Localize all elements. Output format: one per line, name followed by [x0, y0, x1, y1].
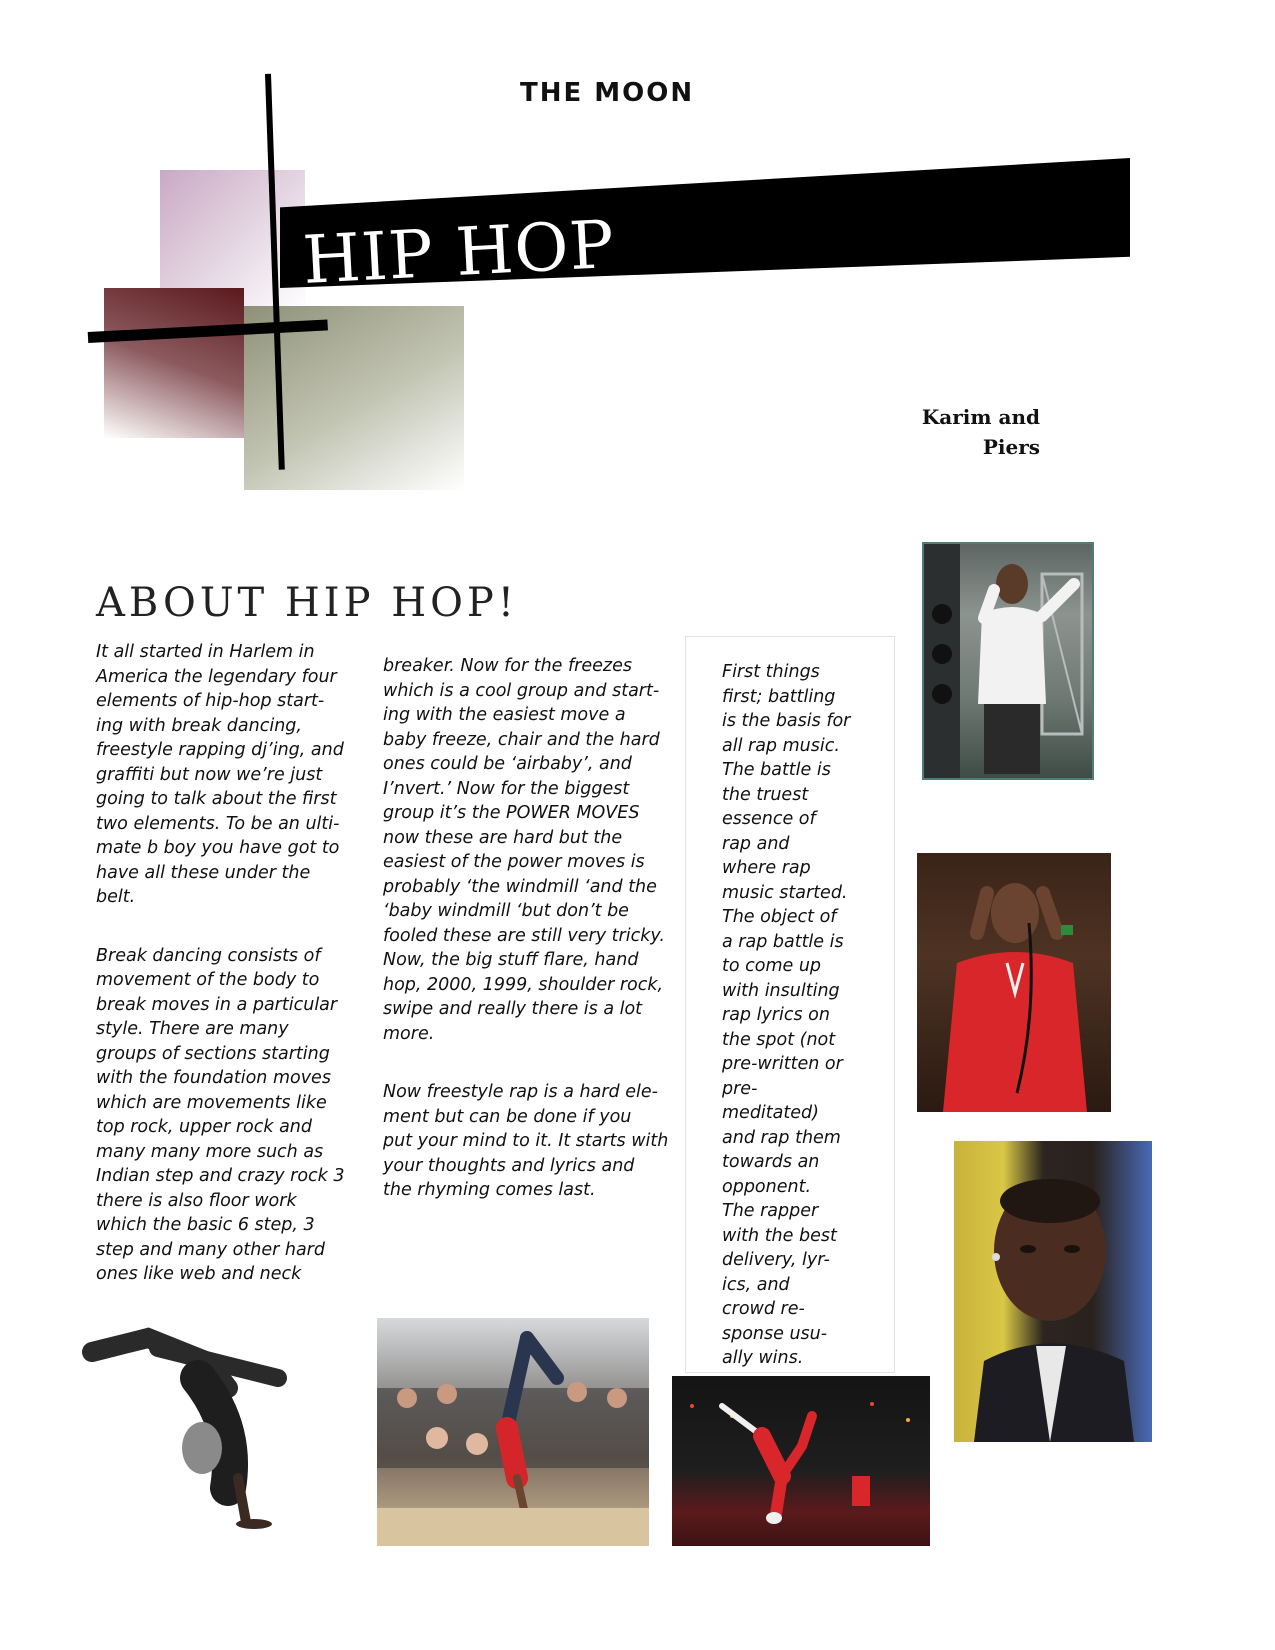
- author-byline: [880, 402, 1040, 462]
- breakdance-stage-photo: [672, 1376, 930, 1546]
- publication-name: THE MOON: [520, 78, 695, 108]
- rapper-performing-photo: [922, 542, 1094, 780]
- portrait-photo: [954, 1141, 1152, 1442]
- column-2-paragraph-1: breaker. Now for the freezes which is a cool group and start- ing with the easiest move a baby freeze, chair and the hard ones could be ‘airbaby’, and I’nvert.’ Now for the biggest group it’s the POWER MOVES now these are hard but the easiest of the power moves is probably ‘the windmill ‘and the ‘baby windmill ‘but don’t be fooled these are still very tricky. Now, the big stuff flare, hand hop, 2000, 1999, shoulder rock, swipe and really there is a lot more.: [383, 656, 665, 1044]
- masthead-title: HIP HOP: [300, 205, 617, 299]
- rapper-red-shirt-photo: [917, 853, 1111, 1112]
- column-1-paragraph-2: Break dancing consists of movement of the body to break moves in a particular style. There are many groups of sections starting with the foundation moves which are movements like top rock, upper rock and many many more such as Indian step and crazy rock 3 there is also floor work which the basic 6 step, 3 step and many other hard ones like web and neck: [96, 945, 345, 1284]
- sidebar-paragraph: First things first; battling is the basis for all rap music. The battle is the truest essence of rap and where rap music started. The object of a rap battle is to come up with insulting rap lyrics on the spot (not pre-written or pre- meditated) and rap them towards an opponent. The rapper with the best delivery, lyr- ics, and crowd re- sponse usu- ally wins.: [722, 662, 851, 1368]
- breakdancer-freeze-photo: [78, 1318, 334, 1546]
- column-2-paragraph-2: Now freestyle rap is a hard ele- ment but can be done if you put your mind to it. It starts with your thoughts and lyrics and the rhyming comes last.: [383, 1082, 669, 1200]
- sidebar-text: [722, 660, 872, 1371]
- article-column-1: [96, 640, 366, 1287]
- column-1-paragraph-1: It all started in Harlem in America the legendary four elements of hip-hop start- ing with break dancing, freestyle rapping dj’ing, and graffiti but now we’re just going to talk about the first two elements. To be an ulti- mate b boy you have got to have all these under the belt.: [96, 642, 344, 907]
- article-headline: ABOUT HIP HOP!: [96, 580, 518, 626]
- article-column-2: [383, 654, 683, 1203]
- author-line-2: Piers: [982, 435, 1040, 459]
- decorative-maroon-square: [104, 288, 244, 438]
- author-line-1: Karim and: [921, 405, 1040, 429]
- breakdance-crowd-photo: [377, 1318, 649, 1546]
